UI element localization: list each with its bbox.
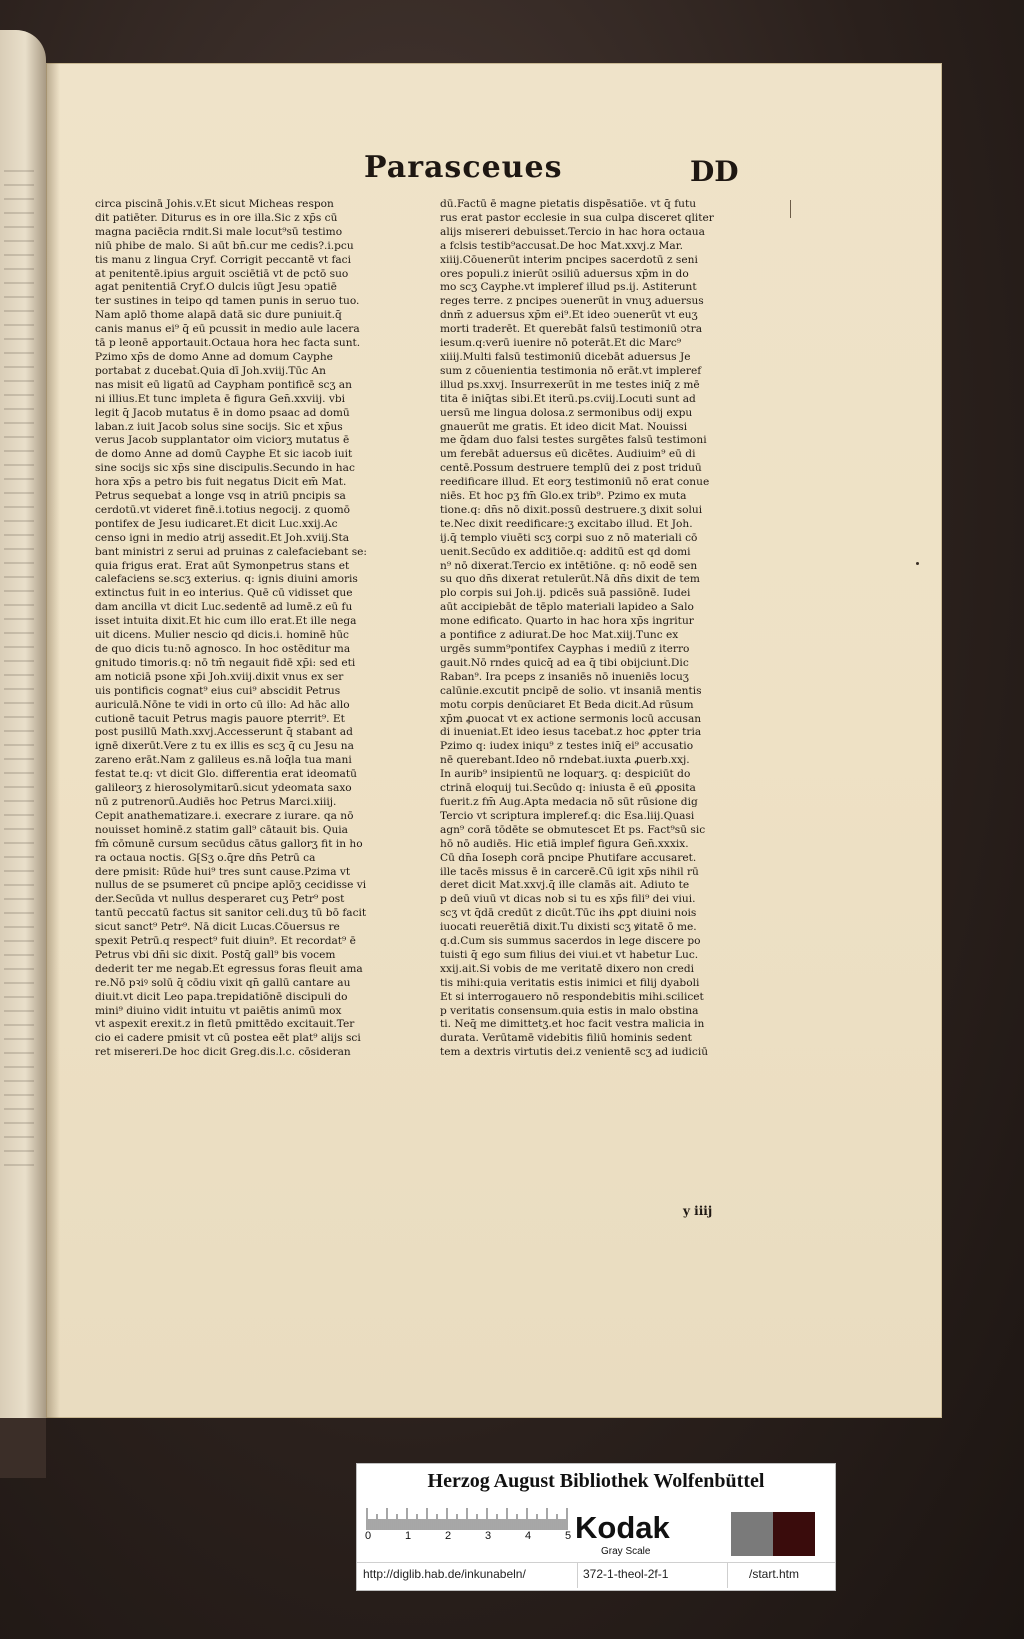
text-line: reedificare illud. Et eorʒ testimoniū nō erat conue bbox=[440, 476, 710, 489]
text-line: centē.Possum destruere templū dei z post triduū bbox=[440, 462, 702, 475]
gray-swatch bbox=[731, 1512, 773, 1556]
url-separator bbox=[577, 1563, 578, 1588]
text-line: ij.q̄ templo viuēti scʒ corpi suo z nō materiali cō bbox=[440, 531, 698, 544]
previous-page-edge bbox=[0, 30, 46, 1455]
text-line: ores populi.z inierūt ↄsiliū aduersus xp̄m in do bbox=[440, 267, 689, 280]
text-line: ti. Neq̄ me dimittetʒ.et hoc facit vestra malicia in bbox=[440, 1018, 705, 1031]
text-line: Petrus sequebaṫ a longe vsq in atriū pncipis sa bbox=[95, 490, 346, 503]
text-line: urgēs summ⁹pontifex Cayphas i mediū z iterro bbox=[440, 643, 690, 655]
text-line: scʒ vt q̄dā credūt z dicūt.Tūc ihs ꝓpt diuini nois bbox=[440, 907, 697, 920]
text-line: tantū peccatū factus sit sanitor celi.duʒ tū bō facit bbox=[95, 907, 367, 920]
text-line: q.d.Cum sis summus sacerdos in lege discere po bbox=[440, 935, 701, 948]
text-line: morti traderēt. Et querebāt falsū testimoniū ↄtra bbox=[440, 323, 703, 336]
url-base: http://diglib.hab.de/inkunabeln/ bbox=[363, 1567, 526, 1581]
text-line: ille tacēs missus ē in carcerē.Cū igit xp̄s nihil rū bbox=[440, 865, 699, 878]
text-line: alijs misereri debuisset.Tercio in hac hora octaua bbox=[440, 225, 705, 238]
text-line: ra octaua noctis. G⁅Sʒ o.q̄re dn̄s Petrū ca bbox=[95, 851, 316, 864]
text-line: tis manu z lingua Cryf. Corrigit peccantē vt faci bbox=[95, 253, 352, 266]
text-line: mini⁹ diuino vidit intuitu vt paiētis animū mox bbox=[95, 1004, 342, 1017]
margin-dot bbox=[916, 562, 919, 565]
ruler-scale bbox=[365, 1508, 571, 1530]
text-line: pontifex de Jesu iudicaret.Et dicit Luc.xxij.Ac bbox=[95, 517, 338, 530]
text-line: plo corpis sui Joh.ij. pdicēs suā passiōnē. Iudei bbox=[440, 587, 691, 600]
text-line: In aurib⁹ insipientū ne loquarʒ. q: despiciūt do bbox=[440, 768, 691, 781]
library-name: Herzog August Bibliothek Wolfenbüttel bbox=[427, 1470, 765, 1492]
text-line: uersū me lingua dolosa.z sermonibus odij expu bbox=[440, 406, 693, 419]
text-line: um ferebāt aduersus eū dicētes. Audiuim⁹ eū di bbox=[440, 448, 696, 461]
text-line: Raban⁹. Ira pceps z insaniēs nō inueniēs locuʒ bbox=[440, 670, 689, 683]
text-line: p veritatis consensum.quia estis in malo obstina bbox=[440, 1004, 699, 1017]
text-line: Tercio vt scriptura impleref.q: dic Esa.liij.Quasi bbox=[440, 809, 695, 822]
text-line: iesum.q:verū iuenire nō poterāt.Et dic Marc⁹ bbox=[440, 337, 682, 350]
left-text-column bbox=[95, 198, 387, 1060]
text-line: spexit Petrū.q respect⁹ fuit diuin⁹. Et recordat⁹ ē bbox=[95, 935, 356, 948]
text-line: di inueniat.Et ideo iesus tacebat.z hoc ꝓpter tria bbox=[440, 726, 702, 739]
text-line: reges terre. z pncipes ↄuenerūt in vnuʒ aduersus bbox=[440, 295, 704, 308]
ruler-numbers bbox=[365, 1530, 571, 1544]
ruler-number: 5 bbox=[565, 1530, 572, 1542]
text-line: dnm̄ z aduersus xp̄m ei⁹.Et ideo ↄuenerūt vt euʒ bbox=[440, 309, 698, 322]
right-text-column bbox=[440, 198, 760, 1060]
text-line: gnauerūt me gratis. Et ideo dicit Mat. Nouissi bbox=[440, 420, 688, 433]
text-line: am noticiā psone xp̄i Joh.xviij.dixit vnus ex ser bbox=[95, 670, 344, 683]
ruler-number: 4 bbox=[525, 1530, 532, 1542]
text-line: ctrinā eloquij tui.Secūdo q: iniusta ē eū ꝓposita bbox=[440, 782, 696, 795]
text-line: mo scʒ Cayphe.vt impleref illud ps.ij. Astiterunt bbox=[440, 281, 697, 294]
text-line: portabaṫ z ducebaṫ.Quia dī Joh.xviij.Tūc An bbox=[95, 364, 326, 377]
text-line: deret dicit Mat.xxvj.q̄ ille clamās ait. Adiuto te bbox=[440, 879, 690, 892]
text-line: diuit.vt dicit Leo papa.trepidatiōnē discipuli do bbox=[95, 990, 348, 1003]
text-line: mone edificato. Quarto in hac hora xp̄s ingritur bbox=[440, 615, 694, 628]
text-line: aūt accipiebāt de tēplo materiali lapideo a Salo bbox=[440, 601, 694, 614]
text-line: extinctus fuit in eo interius. Quē cū vidisset que bbox=[95, 587, 353, 600]
url-separator bbox=[727, 1563, 728, 1588]
text-line: n⁹ nō dixerat.Tercio ex intētiōne. q: nō eodē sen bbox=[440, 559, 698, 572]
text-line: Cū dn̄a Ioseph corā pncipe Phutifare accusaret. bbox=[440, 851, 697, 864]
text-line: iuocati reuerētiā dixit.Tu dixisti scʒ ꝟitatē ō me. bbox=[440, 921, 697, 934]
text-line: fuerit.z fm̄ Aug.Apta medacia nō sūt rūsione dig bbox=[440, 795, 698, 808]
dark-swatch bbox=[773, 1512, 815, 1556]
text-line: gauit.Nō rndes quicq̄ ad ea q̄ tibi obijciunṫ.Dic bbox=[440, 656, 689, 669]
text-line: motu corpis denūciaret Et Beda dicit.Ad rūsum bbox=[440, 698, 694, 711]
text-line: uis pontificis cognat⁹ eius cui⁹ abscidit Petrus bbox=[95, 684, 341, 697]
text-line: re.Nō pꝛiꝰ solū q̄ cōdiu vixit qn̄ gallū cantare au bbox=[95, 976, 351, 989]
text-line: Cepit anathematizare.i. execrare z iurare. qa nō bbox=[95, 809, 354, 822]
text-line: dū.Factū ē magne pietatis dispēsatiōe. vt q̄ futu bbox=[440, 198, 697, 210]
text-line: dere pmisit: Rūde hui⁹ tres sunt cause.Pzima vt bbox=[95, 865, 351, 878]
text-line: vt aspexit erexit.z in fletū pmittēdo excitauit.Ter bbox=[95, 1018, 355, 1031]
text-line: sicut sanct⁹ Petr⁹. Nā dicit Lucas.Cōuersus re bbox=[95, 921, 340, 934]
text-line: nullus de se psumeret cū pncipe aplōʒ cecidisse vi bbox=[95, 879, 367, 892]
text-line: dit patiēter. Diturus es in ore illa.Sic z xp̄s cū bbox=[95, 211, 338, 224]
running-title: Parasceues bbox=[364, 150, 563, 185]
text-line: Pzimo q: iudex iniqu⁹ z testes iniq̄ ei⁹ accusatio bbox=[440, 740, 694, 753]
text-line: nē querebant.Ideo nō rndebat.iuxta ꝓuerb.xxj. bbox=[440, 754, 690, 767]
text-line: p deū viuū vt dicas nob si tu es xp̄s fili⁹ dei viui. bbox=[440, 893, 696, 906]
text-line: a fclsis testib⁹accusaṫ.De hoc Mat.xxvj.z Mar. bbox=[440, 239, 683, 252]
text-line: quia frigus erat. Erat aūt Symonpetrus stans et bbox=[95, 559, 350, 572]
text-line: post pusillū Math.xxvj.Accesserunt q̄ stabant ad bbox=[95, 726, 353, 739]
text-line: Et si interrogauero nō respondebitis mihi.scilicet bbox=[440, 990, 704, 1003]
text-line: tem a dextris virtutis dei.z venientē scʒ ad iudiciū bbox=[440, 1046, 709, 1059]
book-cover-corner bbox=[0, 1418, 46, 1478]
text-line: tuisti q̄ ego sum filius dei viui.et vt habetur Luc. bbox=[440, 948, 699, 961]
text-line: te.Nec dixit reedificare:ʒ excitabo illud. Et Joh. bbox=[440, 517, 693, 530]
margin-mark bbox=[790, 200, 791, 218]
text-line: laban.z iuit Jacob solus sine socijs. Sic et xp̄us bbox=[95, 420, 343, 433]
text-line: festat te.q: vt dicit Glo. differentia erat ideomatū bbox=[95, 768, 357, 781]
text-line: galileorʒ z hierosolymitarū.sicut ydeomata saxo bbox=[95, 782, 352, 795]
text-line: Petrus vbi dn̄i sic dixit. Postq̄ gall⁹ bis vocem bbox=[95, 948, 336, 961]
url-end: /start.htm bbox=[749, 1567, 800, 1581]
card-divider bbox=[357, 1562, 835, 1563]
ruler-number: 3 bbox=[485, 1530, 492, 1542]
text-line: ni illius.Et tunc impleta ē figura Gen̄.xxviij. vbi bbox=[95, 392, 345, 405]
text-line: xxij.ait.Si vobis de me veritatē dixero non credi bbox=[440, 962, 694, 975]
text-line: cutionē tacuit Petrus magis pauore pterrit⁹. Et bbox=[95, 712, 345, 725]
text-line: legit q̄ Jacob mutatus ē in domo psaac ad domū bbox=[95, 406, 350, 419]
text-line: isset intuita dixit.Et hic cum illo erat.Et ille nega bbox=[95, 615, 357, 628]
text-line: hora xp̄s a petro bis fuit negatus Dicit em̄ Mat. bbox=[95, 476, 347, 489]
text-line: cio ei cadere pmisit vt cū postea eēt plat⁹ alijs sci bbox=[95, 1032, 361, 1045]
text-line: illud ps.xxvj. Insurrexerūt in me testes iniq̄ z mē bbox=[440, 378, 700, 391]
text-line: uenit.Secūdo ex additiōe.q: additū est qd̄ domi bbox=[440, 545, 691, 558]
text-line: zareno erāt.Nam z galileus es.nā loq̄la tua mani bbox=[95, 754, 352, 767]
text-line: bant ministri z serui ad pruinas z calefaciebant se: bbox=[95, 545, 367, 558]
text-line: ter sustines in teipo qd̄ tamen punis in seruo tuo. bbox=[95, 295, 360, 308]
text-line: auriculā.Nōne te vidi in orto cū illo: Ad hāc allo bbox=[95, 698, 350, 711]
previous-page-text-edge bbox=[4, 170, 34, 1170]
text-line: de domo Anne ad domū Cayphe Et sic iacob iuit bbox=[95, 448, 353, 461]
text-line: nouisset hominē.z statim gall⁹ cātauit bis. Quia bbox=[95, 823, 348, 836]
gray-scale-label: Gray Scale bbox=[601, 1546, 651, 1557]
signature-mark: y iiij bbox=[683, 1204, 713, 1218]
text-line: agn⁹ corā tōdēte se obmutescet Et ps. Fact⁹sū sic bbox=[440, 823, 706, 836]
text-line: circa piscinā Johis.v.Et sicut Micheas respon bbox=[95, 198, 334, 210]
color-target-card bbox=[356, 1463, 836, 1591]
text-line: calefaciens se.scʒ exterius. q: ignis diuini amoris bbox=[95, 573, 358, 586]
ruler-number: 2 bbox=[445, 1530, 452, 1542]
text-line: sum z cōuenientia testimonia nō erāt.vt impleref bbox=[440, 364, 702, 377]
text-line: cerdotū.vt videret finē.i.totius negocij. z quomō bbox=[95, 503, 351, 516]
text-line: hō nō audiēs. Hic etiā implef figura Gen̄.xxxix. bbox=[440, 837, 689, 850]
text-line: der.Secūda vt nullus desperaret cuʒ Petr⁹ post bbox=[95, 893, 345, 906]
text-line: fm̄ cōmunē cursum secūdus cātus gallorʒ fit in ho bbox=[95, 837, 363, 850]
text-line: niū phibe de malo. Si aūt bn̄.cur me cedis?.i.pcu bbox=[95, 239, 354, 252]
text-line: nū z putrenorū.Audiēs hoc Petrus Marci.xiiij. bbox=[95, 795, 337, 808]
text-line: Nam aplō thome alapā datā sic dure puniuit.q̄ bbox=[95, 309, 342, 322]
text-line: tā p leonē apportauit.Octaua hora hec facta sunt. bbox=[95, 337, 361, 350]
text-line: dederit ter me negab.Et egressus foras fleuit ama bbox=[95, 962, 363, 975]
gathering-mark: DD bbox=[690, 155, 739, 188]
text-line: Pzimo xp̄s de domo Anne ad domum Cayphe bbox=[95, 350, 333, 363]
text-line: tis mihi:quia veritatis estis inimici et filij dyaboli bbox=[440, 976, 700, 989]
text-line: su quo dn̄s dixerat retulerūt.Nā dn̄s dixit de tem bbox=[440, 573, 700, 586]
text-line: magna paciēcia rndit.Si male locut⁹sū testimo bbox=[95, 225, 343, 238]
ruler-number: 0 bbox=[365, 1530, 372, 1542]
ruler-number: 1 bbox=[405, 1530, 412, 1542]
text-line: tione.q: dn̄s nō dixit.possū destruere.ʒ dixit solui bbox=[440, 503, 703, 516]
text-line: xp̄m ꝓuocat vt ex actione sermonis locū accusan bbox=[440, 712, 702, 725]
text-line: ignē dixerūt.Vere z tu ex illis es scʒ q̄ cu Jesu na bbox=[95, 740, 354, 753]
text-line: xiiij.Cōuenerūt interim pncipes sacerdotū z seni bbox=[440, 253, 698, 266]
text-line: at penitentē.ipius arguit ↄsciētiā vt de pctō suo bbox=[95, 267, 349, 280]
page-gutter-shadow bbox=[46, 63, 60, 1418]
text-line: canis manus ei⁹ q̄ eū pcussit in medio aule lacera bbox=[95, 323, 360, 336]
text-line: nas misit eū ligatū ad Caypham pontificē scʒ an bbox=[95, 378, 352, 391]
text-line: dam ancilla vt dicit Luc.sedentē ad lumē.z eū fu bbox=[95, 601, 353, 614]
text-line: rus erat pastor ecclesie in sua culpa disceret qliter bbox=[440, 211, 714, 224]
text-line: a pontifice z adiuraṫ.De hoc Mat.xiij.Tunc ex bbox=[440, 629, 679, 642]
text-line: niēs. Et hoc pʒ fm̄ Glo.ex trib⁹. Pzimo ex muta bbox=[440, 490, 687, 503]
text-line: sine socijs sic xp̄s sine discipulis.Secundo in hac bbox=[95, 462, 355, 475]
url-id: 372-1-theol-2f-1 bbox=[583, 1567, 669, 1581]
kodak-logo: Kodak bbox=[575, 1510, 670, 1545]
text-line: xiiij.Multi falsū testimoniū dicebāt aduersus Je bbox=[440, 350, 691, 363]
text-line: agat penitentiā Cryf.O dulcis iūgt Jesu ↄpatiē bbox=[95, 281, 337, 294]
text-line: me q̄dam duo falsi testes surgētes falsū testimoni bbox=[440, 434, 707, 447]
text-line: tita ē iniq̄tas sibi.Et iterū.ps.cviij.Locuti sunt ad bbox=[440, 392, 696, 405]
text-line: durata. Verūtamē videbitis filiū hominis sedent bbox=[440, 1032, 692, 1045]
text-line: verus Jacob supplantator oim viciorʒ mutatus ē bbox=[95, 434, 350, 447]
text-line: uit dicens. Mulier nescio qd̄ dicis.i. hominē hūc bbox=[95, 629, 349, 642]
text-line: calūnie.excutit pncipē de solio. vt insaniā mentis bbox=[440, 684, 702, 697]
text-line: ret misereri.De hoc dicit Greg.dis.l.c. cōsideran bbox=[95, 1046, 351, 1059]
text-line: censo igni in medio atrij assedit.Et Joh.xviij.Sta bbox=[95, 531, 350, 544]
text-line: gnitudo timoris.q: nō tm̄ negauit fidē xp̄i: sed eti bbox=[95, 656, 356, 669]
text-line: de quo dicis tu:nō agnosco. In hoc ostēditur ma bbox=[95, 643, 351, 655]
